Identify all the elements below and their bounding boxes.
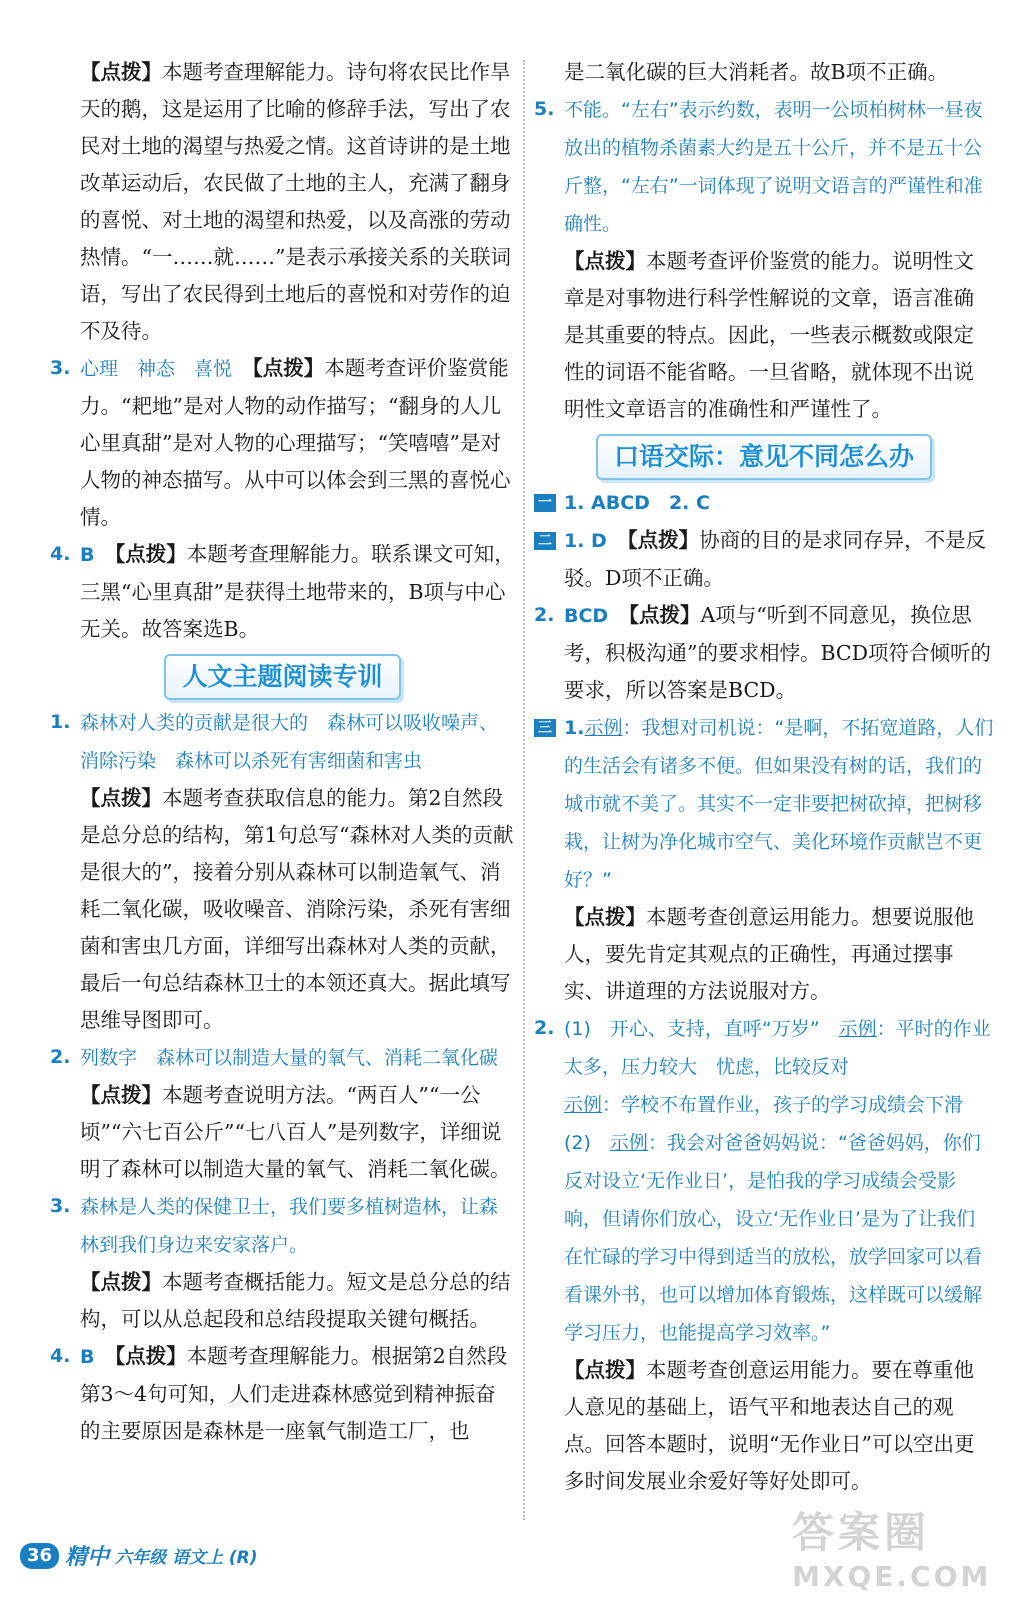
continued-text: 是二氧化碳的巨大消耗者。故B项不正确。 bbox=[564, 60, 949, 84]
oral-section-3-q1: 三 1.示例：我想对司机说：“是啊，不拓宽道路，人们的生活会有诸多不便。但如果没有树的话，我们的城市就不美了。其实不一定非要把树砍掉，把树移栽，让树为净化城市空气、美化环境作贡献岂不更好？” bbox=[534, 709, 994, 899]
reading-item-3: 3. 森林是人类的保健卫士，我们要多植树造林，让森林到我们身边来安家落户。 bbox=[50, 1195, 499, 1256]
oral-section-2-q1: 二 1. D 【点拨】协商的目的是求同存异，不是反驳。D项不正确。 bbox=[534, 522, 994, 597]
section-banner-oral: 口语交际：意见不同怎么办 bbox=[534, 434, 994, 480]
oral-note-3-2: 【点拨】本题考查创意运用能力。要在尊重他人意见的基础上，语气平和地表达自己的观点。回答本题时，说明“无作业日”可以空出更多时间发展业余爱好等好处即可。 bbox=[564, 1358, 975, 1493]
reading-item-1: 1. 森林对人类的贡献是很大的 森林可以吸收噪声、消除污染 森林可以杀死有害细菌和害虫 bbox=[50, 711, 499, 772]
reading-item-4: 4. B 【点拨】本题考查理解能力。根据第2自然段第3～4句可知，人们走进森林感觉到精神振奋的主要原因是森林是一座氧气制造工厂，也 bbox=[50, 1344, 508, 1443]
right-column bbox=[534, 54, 994, 1500]
reading-item-2: 2. 列数字 森林可以制造大量的氧气、消耗二氧化碳 bbox=[50, 1046, 499, 1069]
reading-note-1: 【点拨】本题考查获取信息的能力。第2自然段是总分总的结构，第1句总写“森林对人类的贡献是很大的”，接着分别从森林可以制造氧气、消耗二氧化碳，吸收噪音、消除污染，杀死有害细菌和害虫几方面，详细写出森林对人类的贡献，最后一句总结森林卫士的本领还真大。据此填写思维导图即可。 bbox=[80, 786, 514, 1032]
reading-note-5: 【点拨】本题考查评价鉴赏的能力。说明性文章是对事物进行科学性解说的文章，语言准确是其重要的特点。因此，一些表示概数或限定性的词语不能省略。一旦省略，就体现不出说明性文章语言的准确性和严谨性了。 bbox=[564, 249, 974, 421]
page-footer bbox=[20, 1540, 258, 1571]
oral-note-3-1: 【点拨】本题考查创意运用能力。想要说服他人，要先肯定其观点的正确性，再通过摆事实、讲道理的方法说服对方。 bbox=[564, 905, 974, 1003]
brand-logo: 精中 bbox=[65, 1545, 110, 1570]
page-number: 36 bbox=[20, 1543, 59, 1569]
column-divider bbox=[523, 60, 525, 1520]
section-2-icon: 二 bbox=[534, 532, 556, 550]
book-series: 六年级 语文上 (R) bbox=[115, 1548, 258, 1568]
oral-section-1: 一 1. ABCD 2. C bbox=[534, 484, 994, 522]
reading-item-5: 5. 不能。“左右”表示约数，表明一公顷柏树林一昼夜放出的植物杀菌素大约是五十公斤，并不是五十公斤整，“左右”一词体现了说明文语言的严谨性和准确性。 bbox=[534, 98, 983, 235]
answer-item-4: 4. B 【点拨】本题考查理解能力。联系课文可知，三黑“心里真甜”是获得土地带来的，B项与中心无关。故答案选B。 bbox=[50, 542, 515, 641]
reading-note-2: 【点拨】本题考查说明方法。“两百人”“一公顷”“六七百公斤”“七八百人”是列数字，详细说明了森林可以制造大量的氧气、消耗二氧化碳。 bbox=[80, 1083, 511, 1181]
answer-note: 【点拨】本题考查理解能力。诗句将农民比作旱天的鹅，这是运用了比喻的修辞手法，写出了农民对土地的渴望与热爱之情。这首诗讲的是土地改革运动后，农民做了土地的主人，充满了翻身的喜悦、对土地的渴望和热爱，以及高涨的劳动热情。“一……就……”是表示承接关系的关联词语，写出了农民得到土地后的喜悦和对劳作的迫不及待。 bbox=[80, 60, 511, 343]
section-1-icon: 一 bbox=[534, 494, 556, 512]
answer-item-3: 3. 心理 神态 喜悦 【点拨】本题考查评价鉴赏能力。“耙地”是对人物的动作描写；“翻身的人儿心里真甜”是对人物的心理描写；“笑嘻嘻”是对人物的神态描写。从中可以体会到三黑的喜悦心情。 bbox=[50, 356, 511, 529]
reading-note-3: 【点拨】本题考查概括能力。短文是总分总的结构，可以从总起段和总结段提取关键句概括。 bbox=[80, 1270, 511, 1331]
section-banner-reading: 人文主题阅读专训 bbox=[50, 654, 515, 700]
section-3-icon: 三 bbox=[534, 719, 556, 737]
left-column bbox=[50, 54, 515, 1450]
watermark: 答案圈 MXQE.COM bbox=[792, 1508, 992, 1593]
oral-section-2-q2: 2. BCD 【点拨】A项与“听到不同意见，换位思考，积极沟通”的要求相悖。BCD项符合倾听的要求，所以答案是BCD。 bbox=[534, 603, 992, 702]
oral-section-3-q2: 2. (1) 开心、支持，直呼“万岁” 示例：平时的作业太多，压力较大 忧虑，比较反对 示例：学校不布置作业，孩子的学习成绩会下滑 (2) 示例：我会对爸爸妈妈说：“爸爸妈妈，你们反对设立‘无作业日’，是怕我的学习成绩会受影响，但请你们放心，设立‘无作业日’是为了让我们在忙碌的学习中得到适当的放松，放学回家可以看看课外书，也可以增加体育锻炼，这样既可以缓解学习压力，也能提高学习效率。” bbox=[534, 1017, 991, 1344]
